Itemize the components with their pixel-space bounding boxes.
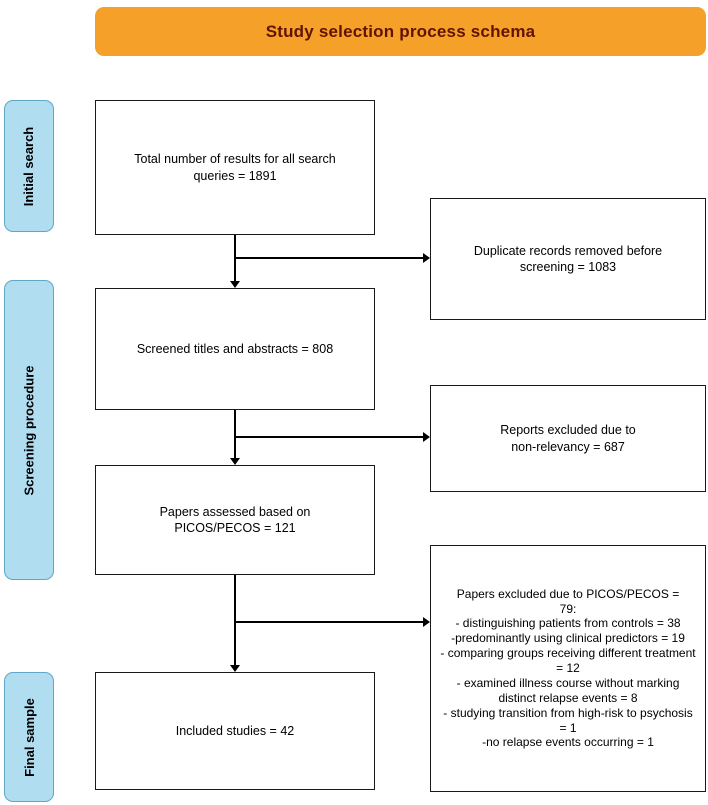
box-text-line: Screened titles and abstracts = 808 bbox=[136, 341, 334, 356]
box-text-line: non-relevancy = 687 bbox=[511, 439, 625, 454]
arrow-line-branch-duplicates bbox=[235, 257, 423, 259]
box-text-line: Reports excluded due to bbox=[500, 423, 636, 438]
exclusion-item: - studying transition from high-risk to psychosis = 1 bbox=[443, 705, 693, 735]
exclusion-item: -no relapse events occurring = 1 bbox=[482, 735, 654, 750]
arrow-line-screened-to-assessed bbox=[234, 410, 236, 458]
box-included-studies bbox=[95, 672, 375, 790]
stage-label-text: Final sample bbox=[21, 697, 37, 777]
stage-label-screening-procedure bbox=[4, 280, 54, 580]
box-reports-excluded bbox=[430, 385, 706, 492]
arrowhead-right-icon bbox=[423, 617, 430, 627]
exclusion-item: -predominantly using clinical predictors = 19 bbox=[451, 631, 685, 646]
box-text-line: screening = 1083 bbox=[519, 260, 617, 274]
box-text-line: PICOS/PECOS = 121 bbox=[174, 521, 296, 535]
stage-label-final-sample bbox=[4, 672, 54, 802]
exclusion-item: - distinguishing patients from controls = 38 bbox=[455, 616, 681, 631]
box-screened-titles-abstracts bbox=[95, 288, 375, 410]
box-text-line: Included studies = 42 bbox=[175, 723, 295, 738]
arrowhead-down-icon bbox=[230, 281, 240, 288]
stage-label-text: Initial search bbox=[21, 126, 37, 206]
box-text-line: Papers assessed based on bbox=[159, 504, 311, 519]
arrow-line-assessed-to-included bbox=[234, 575, 236, 665]
box-text-line: queries = 1891 bbox=[193, 168, 277, 183]
page-title: Study selection process schema bbox=[265, 21, 536, 41]
box-duplicates-removed bbox=[430, 198, 706, 320]
box-text-line: Total number of results for all search bbox=[134, 152, 336, 167]
stage-label-initial-search bbox=[4, 100, 54, 232]
arrow-line-branch-picos-excluded bbox=[235, 621, 423, 623]
arrowhead-down-icon bbox=[230, 458, 240, 465]
exclusion-heading-line: 79: bbox=[559, 601, 577, 616]
arrowhead-down-icon bbox=[230, 665, 240, 672]
title-banner bbox=[95, 7, 706, 56]
box-picos-excluded bbox=[430, 545, 706, 792]
arrowhead-right-icon bbox=[423, 432, 430, 442]
exclusion-item: - examined illness course without marking distinct relapse events = 8 bbox=[456, 675, 680, 705]
box-papers-assessed-picos bbox=[95, 465, 375, 575]
stage-label-text: Screening procedure bbox=[21, 364, 37, 496]
exclusion-item: - comparing groups receiving different treatment = 12 bbox=[440, 646, 696, 676]
box-total-results bbox=[95, 100, 375, 235]
box-text-line: Duplicate records removed before bbox=[473, 243, 663, 258]
arrowhead-right-icon bbox=[423, 253, 430, 263]
arrow-line-branch-nonrelevant bbox=[235, 436, 423, 438]
exclusion-heading-line: Papers excluded due to PICOS/PECOS = bbox=[456, 586, 680, 601]
